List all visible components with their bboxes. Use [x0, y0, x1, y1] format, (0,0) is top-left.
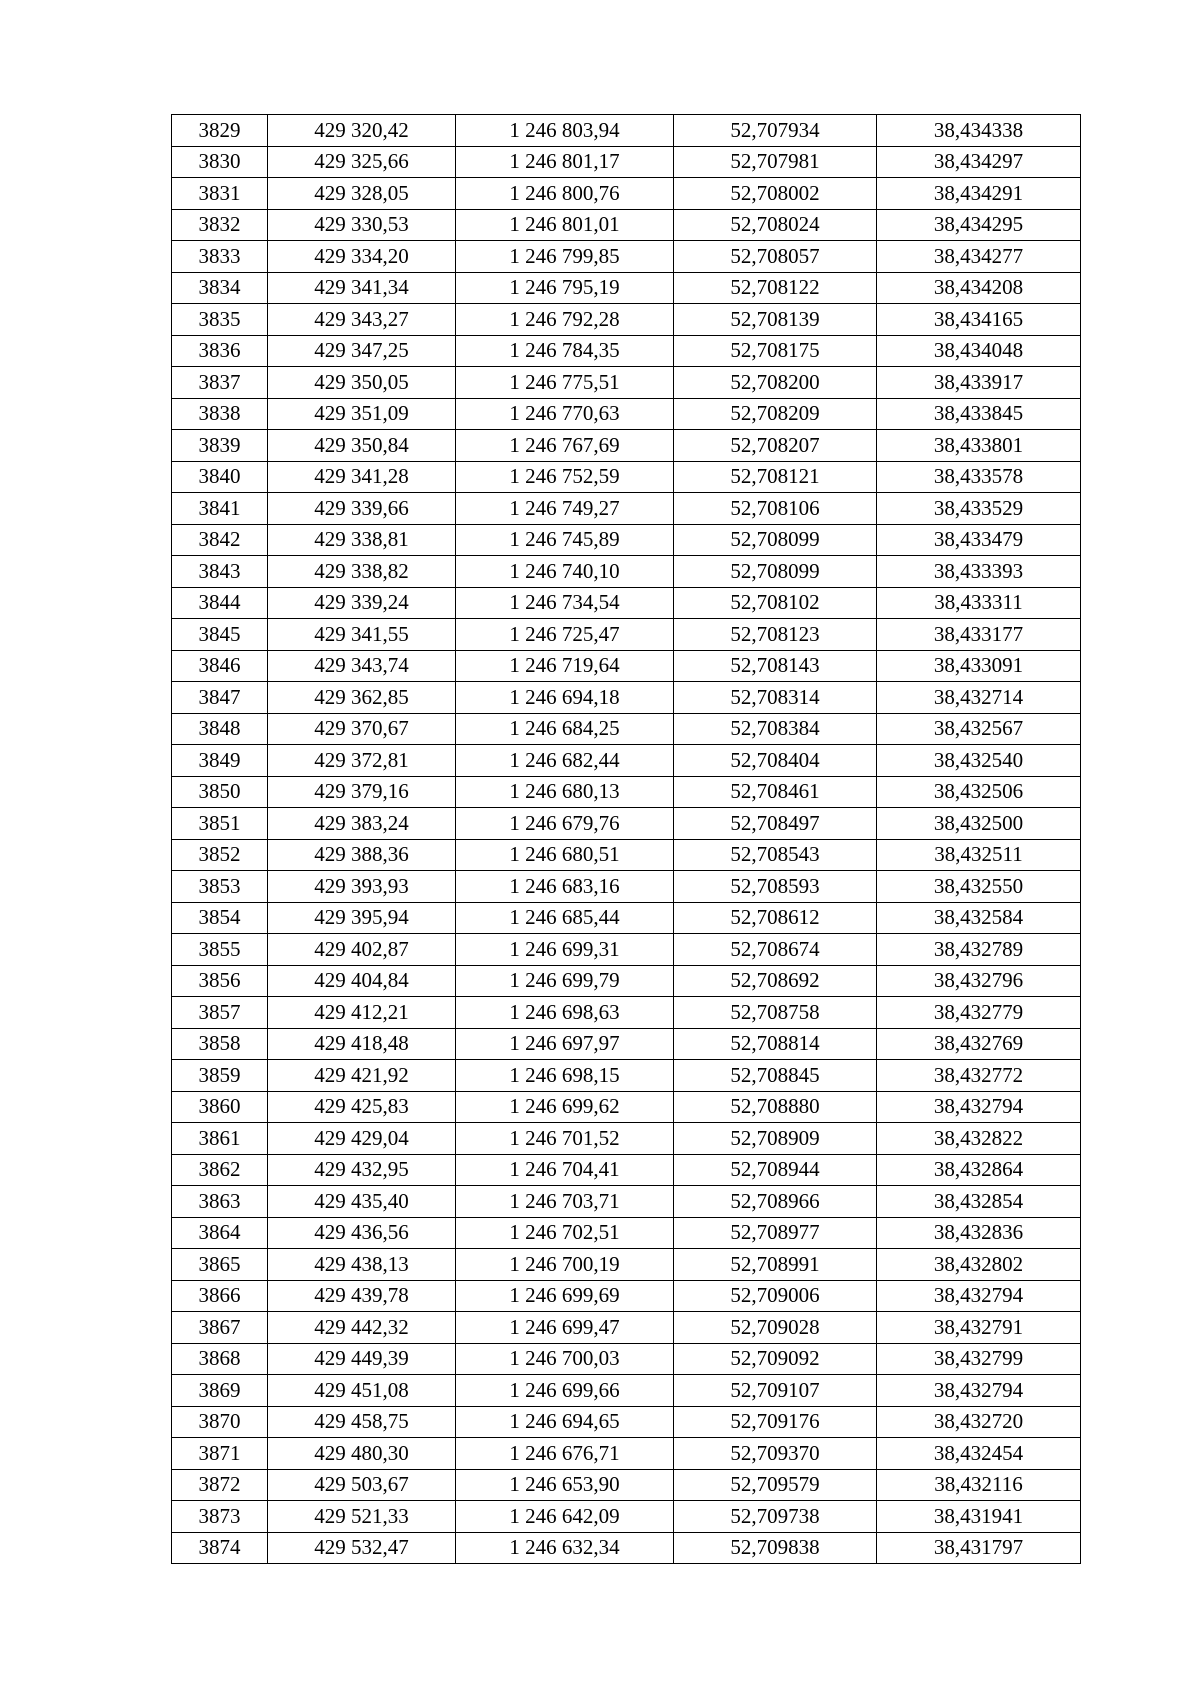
table-row: [172, 839, 1081, 871]
longitude-cell: 38,432836: [877, 1217, 1081, 1249]
longitude-cell: 38,433393: [877, 556, 1081, 588]
x-coordinate-cell: 429 388,36: [268, 839, 456, 871]
latitude-cell: 52,708977: [674, 1217, 877, 1249]
longitude-cell: 38,432799: [877, 1343, 1081, 1375]
point-number-cell: 3830: [172, 146, 268, 178]
longitude-cell: 38,432789: [877, 934, 1081, 966]
y-coordinate-cell: 1 246 680,13: [456, 776, 674, 808]
y-coordinate-cell: 1 246 694,65: [456, 1406, 674, 1438]
point-number-cell: 3872: [172, 1469, 268, 1501]
table-row: [172, 493, 1081, 525]
y-coordinate-cell: 1 246 767,69: [456, 430, 674, 462]
table-row: [172, 430, 1081, 462]
longitude-cell: 38,432511: [877, 839, 1081, 871]
table-row: [172, 1217, 1081, 1249]
longitude-cell: 38,434277: [877, 241, 1081, 273]
table-row: [172, 902, 1081, 934]
y-coordinate-cell: 1 246 770,63: [456, 398, 674, 430]
point-number-cell: 3844: [172, 587, 268, 619]
x-coordinate-cell: 429 341,55: [268, 619, 456, 651]
latitude-cell: 52,709838: [674, 1532, 877, 1564]
longitude-cell: 38,432454: [877, 1438, 1081, 1470]
longitude-cell: 38,431797: [877, 1532, 1081, 1564]
point-number-cell: 3837: [172, 367, 268, 399]
x-coordinate-cell: 429 370,67: [268, 713, 456, 745]
x-coordinate-cell: 429 435,40: [268, 1186, 456, 1218]
y-coordinate-cell: 1 246 803,94: [456, 115, 674, 147]
latitude-cell: 52,708123: [674, 619, 877, 651]
x-coordinate-cell: 429 343,74: [268, 650, 456, 682]
y-coordinate-cell: 1 246 719,64: [456, 650, 674, 682]
y-coordinate-cell: 1 246 700,19: [456, 1249, 674, 1281]
table-row: [172, 461, 1081, 493]
point-number-cell: 3863: [172, 1186, 268, 1218]
longitude-cell: 38,432720: [877, 1406, 1081, 1438]
point-number-cell: 3848: [172, 713, 268, 745]
point-number-cell: 3852: [172, 839, 268, 871]
table-row: [172, 1375, 1081, 1407]
point-number-cell: 3831: [172, 178, 268, 210]
table-row: [172, 934, 1081, 966]
x-coordinate-cell: 429 404,84: [268, 965, 456, 997]
table-row: [172, 776, 1081, 808]
longitude-cell: 38,432802: [877, 1249, 1081, 1281]
table-row: [172, 272, 1081, 304]
latitude-cell: 52,708692: [674, 965, 877, 997]
x-coordinate-cell: 429 451,08: [268, 1375, 456, 1407]
x-coordinate-cell: 429 325,66: [268, 146, 456, 178]
longitude-cell: 38,432116: [877, 1469, 1081, 1501]
longitude-cell: 38,433177: [877, 619, 1081, 651]
x-coordinate-cell: 429 362,85: [268, 682, 456, 714]
y-coordinate-cell: 1 246 676,71: [456, 1438, 674, 1470]
x-coordinate-cell: 429 334,20: [268, 241, 456, 273]
y-coordinate-cell: 1 246 740,10: [456, 556, 674, 588]
latitude-cell: 52,708002: [674, 178, 877, 210]
latitude-cell: 52,708139: [674, 304, 877, 336]
latitude-cell: 52,708200: [674, 367, 877, 399]
point-number-cell: 3861: [172, 1123, 268, 1155]
x-coordinate-cell: 429 480,30: [268, 1438, 456, 1470]
point-number-cell: 3851: [172, 808, 268, 840]
table-row: [172, 1060, 1081, 1092]
x-coordinate-cell: 429 343,27: [268, 304, 456, 336]
latitude-cell: 52,708121: [674, 461, 877, 493]
longitude-cell: 38,432822: [877, 1123, 1081, 1155]
table-row: [172, 1469, 1081, 1501]
longitude-cell: 38,434291: [877, 178, 1081, 210]
x-coordinate-cell: 429 350,05: [268, 367, 456, 399]
x-coordinate-cell: 429 351,09: [268, 398, 456, 430]
latitude-cell: 52,708543: [674, 839, 877, 871]
longitude-cell: 38,432864: [877, 1154, 1081, 1186]
latitude-cell: 52,708024: [674, 209, 877, 241]
point-number-cell: 3841: [172, 493, 268, 525]
y-coordinate-cell: 1 246 694,18: [456, 682, 674, 714]
table-row: [172, 745, 1081, 777]
longitude-cell: 38,432796: [877, 965, 1081, 997]
y-coordinate-cell: 1 246 679,76: [456, 808, 674, 840]
x-coordinate-cell: 429 429,04: [268, 1123, 456, 1155]
point-number-cell: 3874: [172, 1532, 268, 1564]
x-coordinate-cell: 429 341,28: [268, 461, 456, 493]
table-row: [172, 1343, 1081, 1375]
table-row: [172, 871, 1081, 903]
latitude-cell: 52,709579: [674, 1469, 877, 1501]
latitude-cell: 52,708122: [674, 272, 877, 304]
latitude-cell: 52,708966: [674, 1186, 877, 1218]
y-coordinate-cell: 1 246 699,66: [456, 1375, 674, 1407]
table-row: [172, 1028, 1081, 1060]
latitude-cell: 52,708207: [674, 430, 877, 462]
point-number-cell: 3832: [172, 209, 268, 241]
latitude-cell: 52,708991: [674, 1249, 877, 1281]
point-number-cell: 3864: [172, 1217, 268, 1249]
point-number-cell: 3836: [172, 335, 268, 367]
y-coordinate-cell: 1 246 699,47: [456, 1312, 674, 1344]
x-coordinate-cell: 429 458,75: [268, 1406, 456, 1438]
longitude-cell: 38,433801: [877, 430, 1081, 462]
table-row: [172, 1312, 1081, 1344]
latitude-cell: 52,708880: [674, 1091, 877, 1123]
x-coordinate-cell: 429 503,67: [268, 1469, 456, 1501]
x-coordinate-cell: 429 328,05: [268, 178, 456, 210]
y-coordinate-cell: 1 246 702,51: [456, 1217, 674, 1249]
x-coordinate-cell: 429 383,24: [268, 808, 456, 840]
latitude-cell: 52,708461: [674, 776, 877, 808]
point-number-cell: 3849: [172, 745, 268, 777]
longitude-cell: 38,431941: [877, 1501, 1081, 1533]
x-coordinate-cell: 429 436,56: [268, 1217, 456, 1249]
latitude-cell: 52,707981: [674, 146, 877, 178]
table-row: [172, 965, 1081, 997]
y-coordinate-cell: 1 246 699,79: [456, 965, 674, 997]
latitude-cell: 52,709370: [674, 1438, 877, 1470]
point-number-cell: 3868: [172, 1343, 268, 1375]
point-number-cell: 3865: [172, 1249, 268, 1281]
longitude-cell: 38,433917: [877, 367, 1081, 399]
point-number-cell: 3854: [172, 902, 268, 934]
y-coordinate-cell: 1 246 680,51: [456, 839, 674, 871]
point-number-cell: 3860: [172, 1091, 268, 1123]
latitude-cell: 52,708057: [674, 241, 877, 273]
point-number-cell: 3866: [172, 1280, 268, 1312]
y-coordinate-cell: 1 246 642,09: [456, 1501, 674, 1533]
x-coordinate-cell: 429 338,82: [268, 556, 456, 588]
y-coordinate-cell: 1 246 653,90: [456, 1469, 674, 1501]
longitude-cell: 38,433311: [877, 587, 1081, 619]
point-number-cell: 3845: [172, 619, 268, 651]
y-coordinate-cell: 1 246 699,62: [456, 1091, 674, 1123]
table-row: [172, 650, 1081, 682]
latitude-cell: 52,707934: [674, 115, 877, 147]
longitude-cell: 38,432772: [877, 1060, 1081, 1092]
longitude-cell: 38,433091: [877, 650, 1081, 682]
latitude-cell: 52,709028: [674, 1312, 877, 1344]
longitude-cell: 38,433578: [877, 461, 1081, 493]
table-row: [172, 335, 1081, 367]
point-number-cell: 3829: [172, 115, 268, 147]
table-row: [172, 1438, 1081, 1470]
point-number-cell: 3873: [172, 1501, 268, 1533]
latitude-cell: 52,709107: [674, 1375, 877, 1407]
y-coordinate-cell: 1 246 784,35: [456, 335, 674, 367]
table-row: [172, 178, 1081, 210]
y-coordinate-cell: 1 246 685,44: [456, 902, 674, 934]
coordinates-table-body: [172, 115, 1081, 1564]
x-coordinate-cell: 429 532,47: [268, 1532, 456, 1564]
longitude-cell: 38,433529: [877, 493, 1081, 525]
table-row: [172, 808, 1081, 840]
latitude-cell: 52,708497: [674, 808, 877, 840]
latitude-cell: 52,708175: [674, 335, 877, 367]
longitude-cell: 38,434048: [877, 335, 1081, 367]
y-coordinate-cell: 1 246 749,27: [456, 493, 674, 525]
longitude-cell: 38,434297: [877, 146, 1081, 178]
y-coordinate-cell: 1 246 792,28: [456, 304, 674, 336]
table-row: [172, 304, 1081, 336]
x-coordinate-cell: 429 521,33: [268, 1501, 456, 1533]
table-row: [172, 1249, 1081, 1281]
table-row: [172, 1501, 1081, 1533]
latitude-cell: 52,709176: [674, 1406, 877, 1438]
latitude-cell: 52,708314: [674, 682, 877, 714]
latitude-cell: 52,708106: [674, 493, 877, 525]
table-row: [172, 1280, 1081, 1312]
x-coordinate-cell: 429 395,94: [268, 902, 456, 934]
table-row: [172, 115, 1081, 147]
longitude-cell: 38,432540: [877, 745, 1081, 777]
point-number-cell: 3850: [172, 776, 268, 808]
point-number-cell: 3870: [172, 1406, 268, 1438]
table-row: [172, 556, 1081, 588]
point-number-cell: 3833: [172, 241, 268, 273]
coordinates-table: [171, 114, 1081, 1564]
table-row: [172, 619, 1081, 651]
table-row: [172, 524, 1081, 556]
x-coordinate-cell: 429 372,81: [268, 745, 456, 777]
x-coordinate-cell: 429 412,21: [268, 997, 456, 1029]
table-row: [172, 1406, 1081, 1438]
longitude-cell: 38,434338: [877, 115, 1081, 147]
latitude-cell: 52,708102: [674, 587, 877, 619]
x-coordinate-cell: 429 439,78: [268, 1280, 456, 1312]
table-row: [172, 241, 1081, 273]
x-coordinate-cell: 429 449,39: [268, 1343, 456, 1375]
y-coordinate-cell: 1 246 703,71: [456, 1186, 674, 1218]
longitude-cell: 38,433845: [877, 398, 1081, 430]
latitude-cell: 52,708404: [674, 745, 877, 777]
y-coordinate-cell: 1 246 795,19: [456, 272, 674, 304]
table-row: [172, 1186, 1081, 1218]
y-coordinate-cell: 1 246 701,52: [456, 1123, 674, 1155]
point-number-cell: 3859: [172, 1060, 268, 1092]
latitude-cell: 52,709092: [674, 1343, 877, 1375]
table-row: [172, 713, 1081, 745]
longitude-cell: 38,432584: [877, 902, 1081, 934]
y-coordinate-cell: 1 246 752,59: [456, 461, 674, 493]
x-coordinate-cell: 429 341,34: [268, 272, 456, 304]
y-coordinate-cell: 1 246 699,31: [456, 934, 674, 966]
point-number-cell: 3867: [172, 1312, 268, 1344]
y-coordinate-cell: 1 246 775,51: [456, 367, 674, 399]
point-number-cell: 3858: [172, 1028, 268, 1060]
point-number-cell: 3857: [172, 997, 268, 1029]
latitude-cell: 52,708143: [674, 650, 877, 682]
table-row: [172, 398, 1081, 430]
latitude-cell: 52,708845: [674, 1060, 877, 1092]
latitude-cell: 52,708384: [674, 713, 877, 745]
longitude-cell: 38,434295: [877, 209, 1081, 241]
x-coordinate-cell: 429 339,66: [268, 493, 456, 525]
longitude-cell: 38,432769: [877, 1028, 1081, 1060]
point-number-cell: 3842: [172, 524, 268, 556]
longitude-cell: 38,432779: [877, 997, 1081, 1029]
y-coordinate-cell: 1 246 745,89: [456, 524, 674, 556]
latitude-cell: 52,708814: [674, 1028, 877, 1060]
point-number-cell: 3869: [172, 1375, 268, 1407]
longitude-cell: 38,432791: [877, 1312, 1081, 1344]
x-coordinate-cell: 429 338,81: [268, 524, 456, 556]
point-number-cell: 3835: [172, 304, 268, 336]
x-coordinate-cell: 429 347,25: [268, 335, 456, 367]
x-coordinate-cell: 429 379,16: [268, 776, 456, 808]
point-number-cell: 3834: [172, 272, 268, 304]
table-row: [172, 367, 1081, 399]
x-coordinate-cell: 429 393,93: [268, 871, 456, 903]
x-coordinate-cell: 429 425,83: [268, 1091, 456, 1123]
longitude-cell: 38,432567: [877, 713, 1081, 745]
point-number-cell: 3856: [172, 965, 268, 997]
latitude-cell: 52,708612: [674, 902, 877, 934]
latitude-cell: 52,708099: [674, 524, 877, 556]
y-coordinate-cell: 1 246 800,76: [456, 178, 674, 210]
y-coordinate-cell: 1 246 799,85: [456, 241, 674, 273]
longitude-cell: 38,432506: [877, 776, 1081, 808]
longitude-cell: 38,433479: [877, 524, 1081, 556]
x-coordinate-cell: 429 438,13: [268, 1249, 456, 1281]
table-row: [172, 1532, 1081, 1564]
x-coordinate-cell: 429 402,87: [268, 934, 456, 966]
x-coordinate-cell: 429 442,32: [268, 1312, 456, 1344]
table-row: [172, 587, 1081, 619]
table-row: [172, 1154, 1081, 1186]
longitude-cell: 38,434208: [877, 272, 1081, 304]
point-number-cell: 3840: [172, 461, 268, 493]
point-number-cell: 3847: [172, 682, 268, 714]
latitude-cell: 52,708593: [674, 871, 877, 903]
y-coordinate-cell: 1 246 697,97: [456, 1028, 674, 1060]
longitude-cell: 38,432794: [877, 1091, 1081, 1123]
x-coordinate-cell: 429 350,84: [268, 430, 456, 462]
y-coordinate-cell: 1 246 704,41: [456, 1154, 674, 1186]
y-coordinate-cell: 1 246 698,15: [456, 1060, 674, 1092]
y-coordinate-cell: 1 246 700,03: [456, 1343, 674, 1375]
y-coordinate-cell: 1 246 801,17: [456, 146, 674, 178]
latitude-cell: 52,709738: [674, 1501, 877, 1533]
x-coordinate-cell: 429 432,95: [268, 1154, 456, 1186]
y-coordinate-cell: 1 246 682,44: [456, 745, 674, 777]
point-number-cell: 3839: [172, 430, 268, 462]
table-row: [172, 997, 1081, 1029]
longitude-cell: 38,432794: [877, 1280, 1081, 1312]
latitude-cell: 52,708909: [674, 1123, 877, 1155]
point-number-cell: 3871: [172, 1438, 268, 1470]
latitude-cell: 52,708674: [674, 934, 877, 966]
latitude-cell: 52,709006: [674, 1280, 877, 1312]
y-coordinate-cell: 1 246 698,63: [456, 997, 674, 1029]
y-coordinate-cell: 1 246 699,69: [456, 1280, 674, 1312]
point-number-cell: 3853: [172, 871, 268, 903]
x-coordinate-cell: 429 339,24: [268, 587, 456, 619]
longitude-cell: 38,432500: [877, 808, 1081, 840]
point-number-cell: 3838: [172, 398, 268, 430]
latitude-cell: 52,708758: [674, 997, 877, 1029]
longitude-cell: 38,432854: [877, 1186, 1081, 1218]
table-row: [172, 146, 1081, 178]
table-row: [172, 209, 1081, 241]
y-coordinate-cell: 1 246 734,54: [456, 587, 674, 619]
latitude-cell: 52,708209: [674, 398, 877, 430]
x-coordinate-cell: 429 421,92: [268, 1060, 456, 1092]
x-coordinate-cell: 429 330,53: [268, 209, 456, 241]
point-number-cell: 3846: [172, 650, 268, 682]
longitude-cell: 38,432714: [877, 682, 1081, 714]
y-coordinate-cell: 1 246 684,25: [456, 713, 674, 745]
point-number-cell: 3843: [172, 556, 268, 588]
latitude-cell: 52,708099: [674, 556, 877, 588]
table-row: [172, 1123, 1081, 1155]
x-coordinate-cell: 429 418,48: [268, 1028, 456, 1060]
y-coordinate-cell: 1 246 801,01: [456, 209, 674, 241]
table-row: [172, 1091, 1081, 1123]
table-row: [172, 682, 1081, 714]
y-coordinate-cell: 1 246 725,47: [456, 619, 674, 651]
latitude-cell: 52,708944: [674, 1154, 877, 1186]
longitude-cell: 38,434165: [877, 304, 1081, 336]
y-coordinate-cell: 1 246 683,16: [456, 871, 674, 903]
y-coordinate-cell: 1 246 632,34: [456, 1532, 674, 1564]
longitude-cell: 38,432550: [877, 871, 1081, 903]
x-coordinate-cell: 429 320,42: [268, 115, 456, 147]
point-number-cell: 3862: [172, 1154, 268, 1186]
point-number-cell: 3855: [172, 934, 268, 966]
longitude-cell: 38,432794: [877, 1375, 1081, 1407]
